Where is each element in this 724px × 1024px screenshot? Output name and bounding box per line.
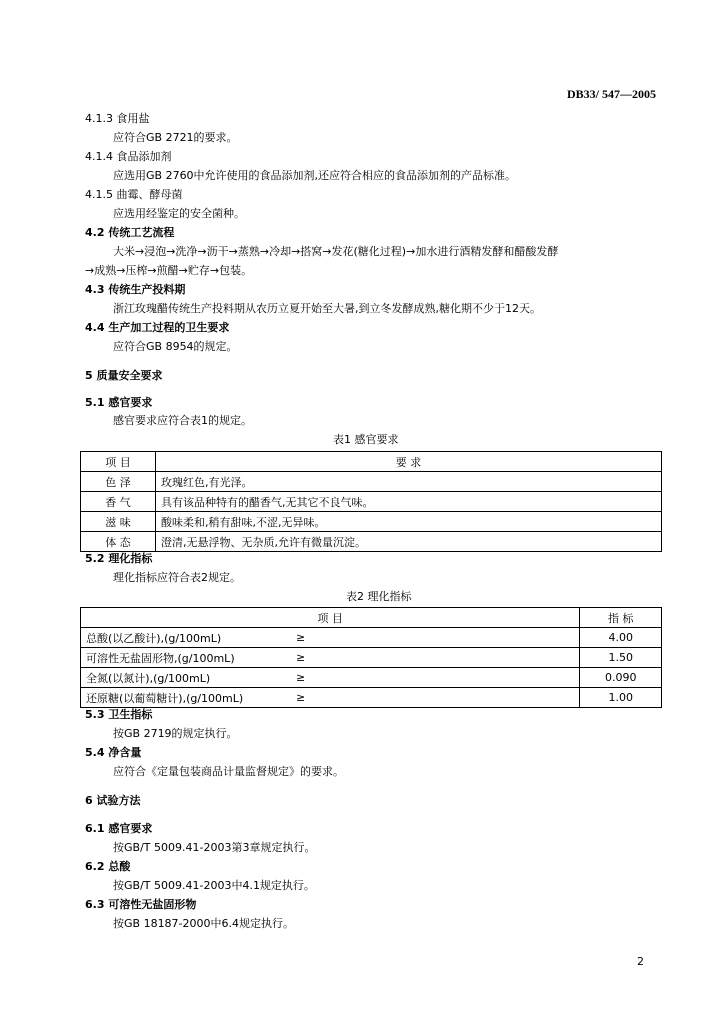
row-item: 体 态 [81, 532, 156, 552]
section-5-1-body: 感官要求应符合表1的规定。 [113, 414, 252, 427]
section-4-3-title: 4.3 传统生产投料期 [85, 283, 186, 296]
row-item: 香 气 [81, 492, 156, 512]
section-5-title: 5 质量安全要求 [85, 369, 163, 382]
header-requirement: 要 求 [156, 452, 662, 472]
section-4-1-4-title: 4.1.4 食品添加剂 [85, 150, 172, 163]
row-symbol: ≥ [291, 628, 580, 648]
section-4-1-3-body: 应符合GB 2721的要求。 [113, 131, 238, 144]
row-requirement: 玫瑰红色,有光泽。 [156, 472, 662, 492]
row-value: 1.00 [580, 688, 662, 708]
section-5-1-title: 5.1 感官要求 [85, 396, 153, 409]
section-4-4-title: 4.4 生产加工过程的卫生要求 [85, 321, 230, 334]
row-requirement: 具有该品种特有的醋香气,无其它不良气味。 [156, 492, 662, 512]
table-header-row [81, 452, 662, 472]
physicochemical-table [80, 607, 662, 708]
process-flow-line-2: →成熟→压榨→煎醋→贮存→包装。 [85, 264, 253, 277]
row-value: 0.090 [580, 668, 662, 688]
table-row [81, 668, 662, 688]
section-5-4-title: 5.4 净含量 [85, 746, 142, 759]
row-symbol: ≥ [291, 688, 580, 708]
table-header-row [81, 608, 662, 628]
section-6-3-title: 6.3 可溶性无盐固形物 [85, 898, 197, 911]
row-item: 色 泽 [81, 472, 156, 492]
section-6-1-body: 按GB/T 5009.41-2003第3章规定执行。 [113, 841, 316, 854]
section-5-2-title: 5.2 理化指标 [85, 552, 153, 565]
section-5-2-body: 理化指标应符合表2规定。 [113, 571, 241, 584]
table-row [81, 688, 662, 708]
table-2-caption: 表2 理化指标 [346, 590, 412, 603]
section-6-1-title: 6.1 感官要求 [85, 822, 153, 835]
section-6-2-title: 6.2 总酸 [85, 860, 131, 873]
row-value: 4.00 [580, 628, 662, 648]
row-requirement: 酸味柔和,稍有甜味,不涩,无异味。 [156, 512, 662, 532]
section-5-4-body: 应符合《定量包装商品计量监督规定》的要求。 [113, 765, 344, 778]
row-item: 全氮(以氮计),(g/100mL) [81, 668, 292, 688]
table-row [81, 472, 662, 492]
row-item: 可溶性无盐固形物,(g/100mL) [81, 648, 292, 668]
section-4-1-5-title: 4.1.5 曲霉、酵母菌 [85, 188, 183, 201]
section-6-3-body: 按GB 18187-2000中6.4规定执行。 [113, 917, 295, 930]
section-4-3-body: 浙江玫瑰醋传统生产投料期从农历立夏开始至大暑,到立冬发酵成熟,糖化期不少于12天。 [113, 302, 541, 315]
table-row [81, 648, 662, 668]
section-6-title: 6 试验方法 [85, 794, 141, 807]
row-value: 1.50 [580, 648, 662, 668]
row-item: 还原糖(以葡萄糖计),(g/100mL) [81, 688, 292, 708]
table-1-caption: 表1 感官要求 [333, 433, 399, 446]
table-row [81, 512, 662, 532]
process-flow-line-1: 大米→浸泡→洗净→沥干→蒸熟→冷却→搭窝→发花(糖化过程)→加水进行酒精发酵和醋酸发酵 [113, 245, 559, 258]
row-requirement: 澄清,无悬浮物、无杂质,允许有微量沉淀。 [156, 532, 662, 552]
table-row [81, 628, 662, 648]
section-5-3-body: 按GB 2719的规定执行。 [113, 727, 238, 740]
section-4-2-title: 4.2 传统工艺流程 [85, 226, 175, 239]
header-item: 项 目 [81, 452, 156, 472]
section-5-3-title: 5.3 卫生指标 [85, 708, 153, 721]
sensory-table [80, 451, 662, 552]
standard-code: DB33/ 547—2005 [566, 87, 656, 101]
row-item: 滋 味 [81, 512, 156, 532]
header-value: 指 标 [580, 608, 662, 628]
header-item: 项 目 [81, 608, 580, 628]
section-4-4-body: 应符合GB 8954的规定。 [113, 340, 238, 353]
table-row [81, 532, 662, 552]
row-item: 总酸(以乙酸计),(g/100mL) [81, 628, 292, 648]
table-row [81, 492, 662, 512]
section-6-2-body: 按GB/T 5009.41-2003中4.1规定执行。 [113, 879, 315, 892]
row-symbol: ≥ [291, 648, 580, 668]
row-symbol: ≥ [291, 668, 580, 688]
section-4-1-4-body: 应选用GB 2760中允许使用的食品添加剂,还应符合相应的食品添加剂的产品标准。 [113, 169, 517, 182]
section-4-1-5-body: 应选用经鉴定的安全菌种。 [113, 207, 245, 220]
page-number: 2 [637, 955, 644, 968]
section-4-1-3-title: 4.1.3 食用盐 [85, 112, 150, 125]
